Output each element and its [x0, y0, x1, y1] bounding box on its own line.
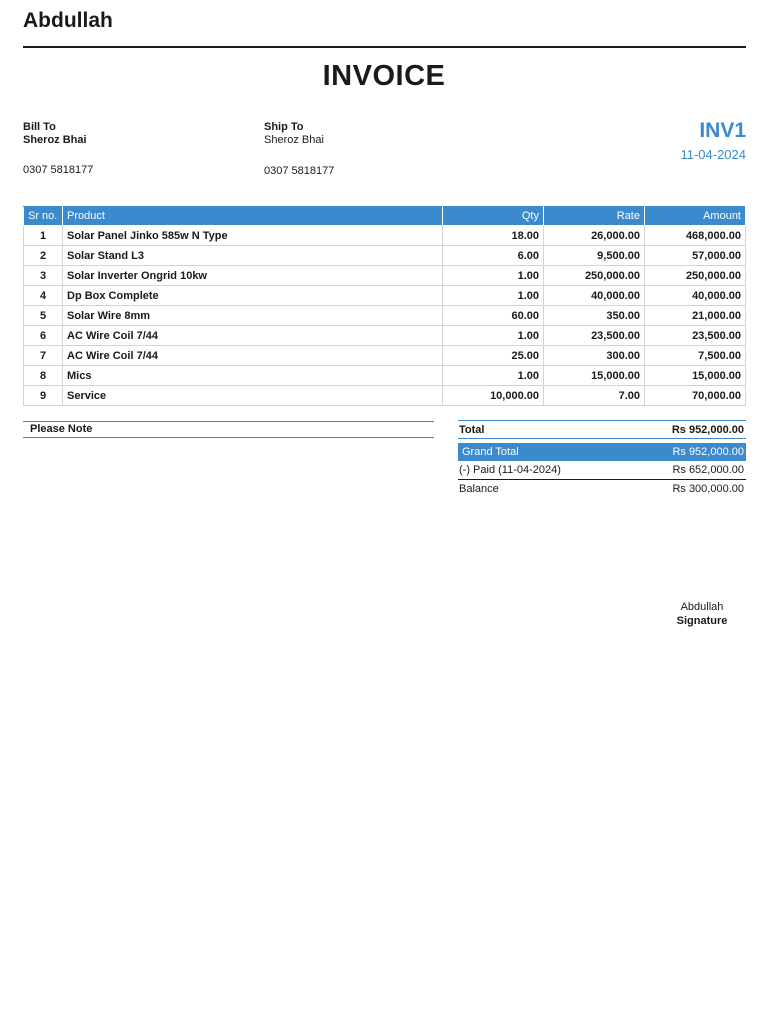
- table-row: [24, 326, 746, 346]
- please-note-label: Please Note: [30, 423, 93, 435]
- cell-qty: 6.00: [443, 246, 544, 266]
- cell-rate: 250,000.00: [544, 266, 645, 286]
- company-name: Abdullah: [23, 9, 113, 32]
- table-row: [24, 366, 746, 386]
- bill-to-label: Bill To: [23, 121, 56, 133]
- total-label: Total: [459, 424, 485, 436]
- cell-amount: 7,500.00: [645, 346, 746, 366]
- paid-value: Rs 652,000.00: [672, 464, 744, 476]
- cell-amount: 15,000.00: [645, 366, 746, 386]
- table-row: [24, 346, 746, 366]
- cell-product: Mics: [63, 366, 443, 386]
- cell-sr-no: 5: [24, 306, 63, 326]
- paid-row: [458, 461, 746, 480]
- summary-block: [458, 420, 746, 498]
- cell-amount: 21,000.00: [645, 306, 746, 326]
- cell-amount: 57,000.00: [645, 246, 746, 266]
- cell-qty: 60.00: [443, 306, 544, 326]
- table-header-row: [24, 207, 746, 226]
- grand-total-row: [458, 443, 746, 461]
- please-note-section: [23, 421, 434, 438]
- invoice-number: INV1: [699, 119, 746, 142]
- cell-sr-no: 1: [24, 226, 63, 246]
- header-sr-no: Sr no.: [24, 207, 63, 226]
- header-divider: [23, 46, 746, 48]
- ship-to-phone: 0307 5818177: [264, 165, 335, 177]
- cell-sr-no: 3: [24, 266, 63, 286]
- ship-to-name: Sheroz Bhai: [264, 134, 324, 146]
- cell-product: Service: [63, 386, 443, 406]
- grand-total-label: Grand Total: [462, 446, 519, 458]
- cell-amount: 40,000.00: [645, 286, 746, 306]
- header-amount: Amount: [645, 207, 746, 226]
- cell-product: Solar Panel Jinko 585w N Type: [63, 226, 443, 246]
- ship-to-label: Ship To: [264, 121, 304, 133]
- cell-product: Dp Box Complete: [63, 286, 443, 306]
- table-row: [24, 286, 746, 306]
- cell-rate: 9,500.00: [544, 246, 645, 266]
- cell-qty: 18.00: [443, 226, 544, 246]
- document-title: INVOICE: [322, 60, 446, 92]
- bill-to-phone: 0307 5818177: [23, 164, 94, 176]
- bill-to-block: [23, 121, 93, 177]
- cell-rate: 300.00: [544, 346, 645, 366]
- table-row: [24, 226, 746, 246]
- cell-qty: 10,000.00: [443, 386, 544, 406]
- cell-sr-no: 6: [24, 326, 63, 346]
- cell-rate: 350.00: [544, 306, 645, 326]
- header-qty: Qty: [443, 207, 544, 226]
- cell-sr-no: 9: [24, 386, 63, 406]
- cell-rate: 40,000.00: [544, 286, 645, 306]
- signature-name: Abdullah: [680, 601, 724, 613]
- total-row: [458, 420, 746, 439]
- cell-product: Solar Stand L3: [63, 246, 443, 266]
- items-table: [23, 206, 746, 406]
- table-row: [24, 266, 746, 286]
- cell-rate: 26,000.00: [544, 226, 645, 246]
- table-row: [24, 386, 746, 406]
- header-rate: Rate: [544, 207, 645, 226]
- cell-rate: 23,500.00: [544, 326, 645, 346]
- cell-qty: 1.00: [443, 326, 544, 346]
- cell-qty: 1.00: [443, 366, 544, 386]
- balance-label: Balance: [459, 483, 499, 495]
- cell-amount: 468,000.00: [645, 226, 746, 246]
- header-product: Product: [63, 207, 443, 226]
- cell-product: AC Wire Coil 7/44: [63, 326, 443, 346]
- cell-product: Solar Wire 8mm: [63, 306, 443, 326]
- paid-label: (-) Paid (11-04-2024): [459, 464, 561, 476]
- signature-block: [660, 600, 744, 628]
- bill-to-name: Sheroz Bhai: [23, 134, 87, 146]
- cell-rate: 15,000.00: [544, 366, 645, 386]
- cell-qty: 1.00: [443, 286, 544, 306]
- cell-product: Solar Inverter Ongrid 10kw: [63, 266, 443, 286]
- ship-to-block: [264, 121, 334, 178]
- total-value: Rs 952,000.00: [671, 424, 744, 436]
- cell-rate: 7.00: [544, 386, 645, 406]
- cell-sr-no: 2: [24, 246, 63, 266]
- balance-row: [458, 480, 746, 498]
- cell-qty: 1.00: [443, 266, 544, 286]
- cell-sr-no: 8: [24, 366, 63, 386]
- invoice-date: 11-04-2024: [680, 147, 746, 162]
- items-body: [24, 226, 746, 406]
- cell-sr-no: 7: [24, 346, 63, 366]
- cell-amount: 250,000.00: [645, 266, 746, 286]
- cell-amount: 23,500.00: [645, 326, 746, 346]
- cell-product: AC Wire Coil 7/44: [63, 346, 443, 366]
- cell-sr-no: 4: [24, 286, 63, 306]
- balance-value: Rs 300,000.00: [672, 483, 744, 495]
- table-row: [24, 246, 746, 266]
- signature-label: Signature: [676, 615, 728, 627]
- cell-amount: 70,000.00: [645, 386, 746, 406]
- grand-total-value: Rs 952,000.00: [672, 446, 744, 458]
- cell-qty: 25.00: [443, 346, 544, 366]
- table-row: [24, 306, 746, 326]
